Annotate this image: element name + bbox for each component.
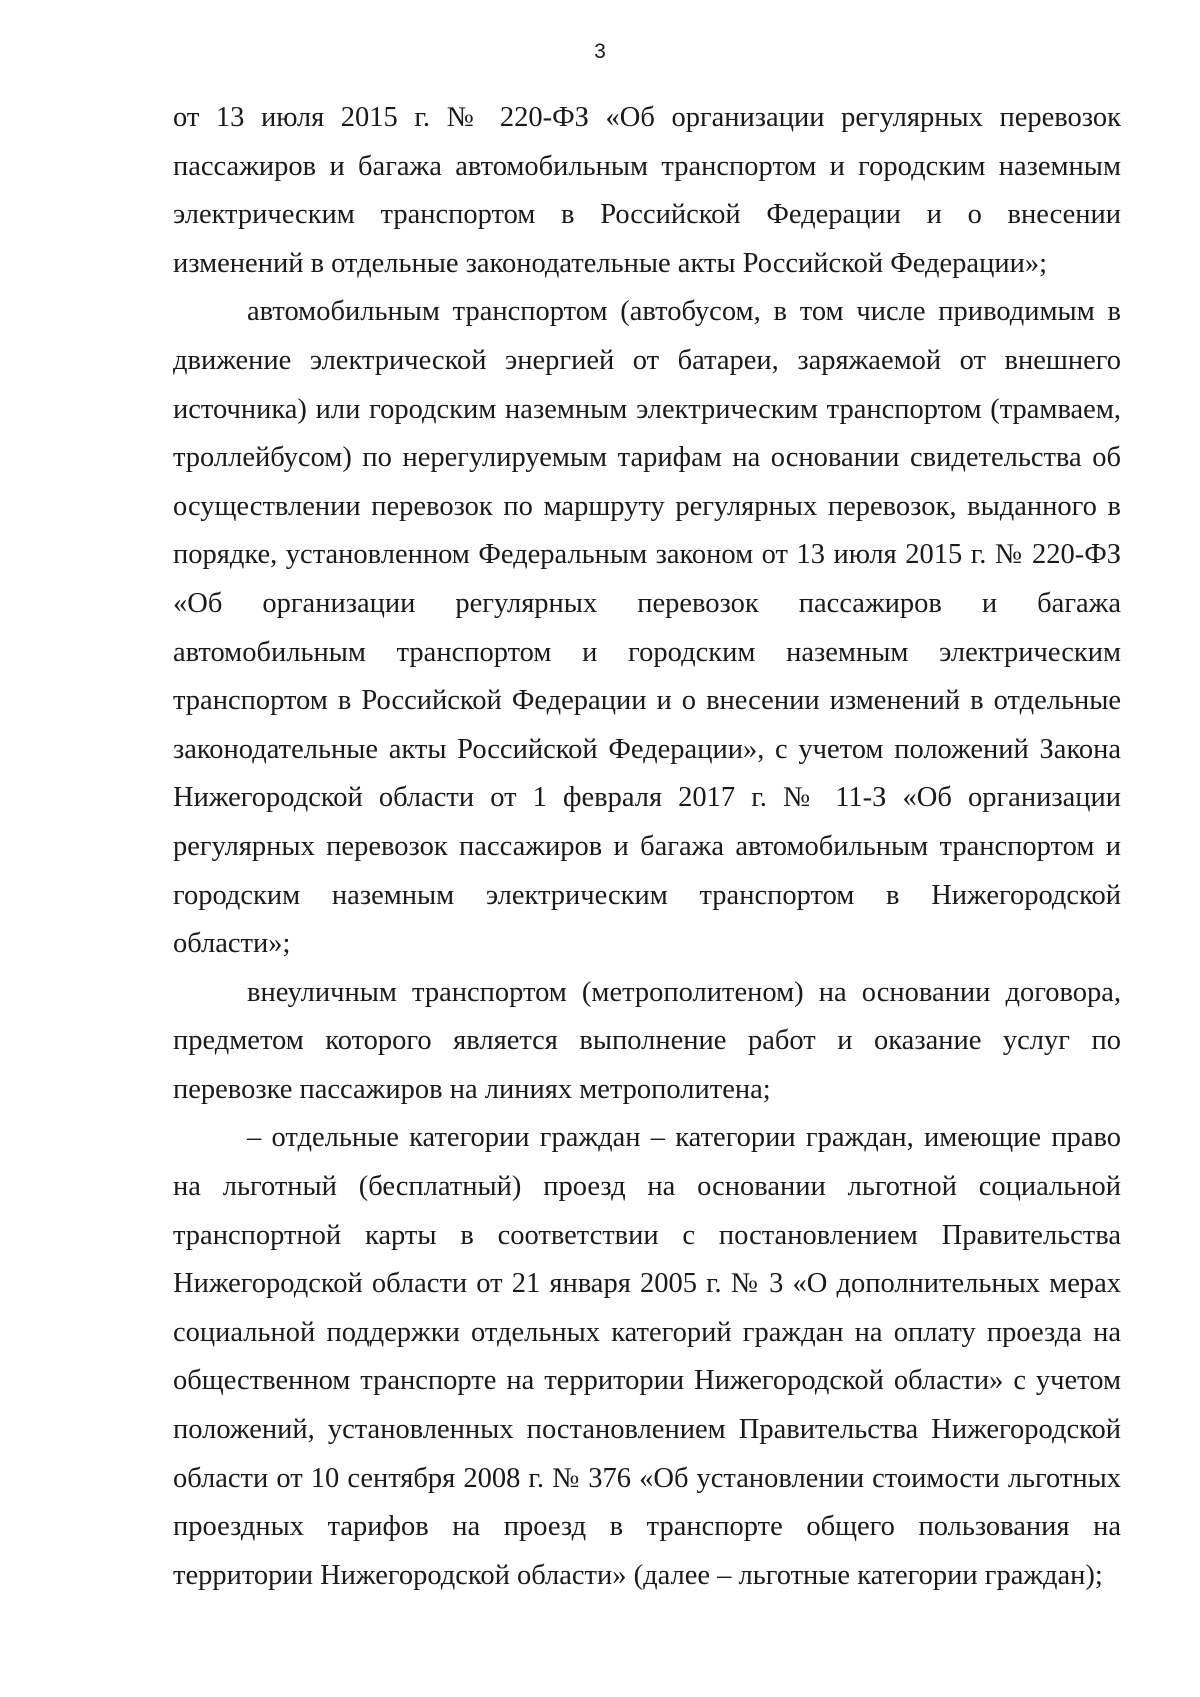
paragraph-4: – отдельные категории граждан – категории граждан, имеющие право на льготный (бесплатный) проезд на основании льготной социальной транспортной карты в соответствии с постановлением Правительства Нижегородской области от 21 января 2005 г. № 3 «О дополнительных мерах социальной поддержки отдельных категорий граждан на оплату проезда на общественном транспорте на территории Нижегородской области» с учетом положений, установленных постановлением Правительства Нижегородской области от 10 сентября 2008 г. № 376 «Об установлении стоимости льготных проездных тарифов на проезд в транспорте общего пользования на территории Нижегородской области» (далее – льготные категории граждан);	[173, 1122, 1121, 1591]
paragraph-1: от 13 июля 2015 г. № 220-ФЗ «Об организации регулярных перевозок пассажиров и багажа автомобильным транспортом и городским наземным электрическим транспортом в Российской Федерации и о внесении изменений в отдельные законодательные акты Российской Федерации»;	[173, 102, 1121, 279]
document-body	[173, 94, 1121, 1600]
paragraph-2: автомобильным транспортом (автобусом, в том числе приводимым в движение электрической энергией от батареи, заряжаемой от внешнего источника) или городским наземным электрическим транспортом (трамваем, троллейбусом) по нерегулируемым тарифам на основании свидетельства об осуществлении перевозок по маршруту регулярных перевозок, выданного в порядке, установленном Федеральным законом от 13 июля 2015 г. № 220-ФЗ «Об организации регулярных перевозок пассажиров и багажа автомобильным транспортом и городским наземным электрическим транспортом в Российской Федерации и о внесении изменений в отдельные законодательные акты Российской Федерации», с учетом положений Закона Нижегородской области от 1 февраля 2017 г. № 11-З «Об организации регулярных перевозок пассажиров и багажа автомобильным транспортом и городским наземным электрическим транспортом в Нижегородской области»;	[173, 296, 1121, 960]
paragraph-3: внеуличным транспортом (метрополитеном) на основании договора, предметом которого является выполнение работ и оказание услуг по перевозке пассажиров на линиях метрополитена;	[173, 976, 1121, 1105]
page-number: 3	[594, 40, 606, 63]
